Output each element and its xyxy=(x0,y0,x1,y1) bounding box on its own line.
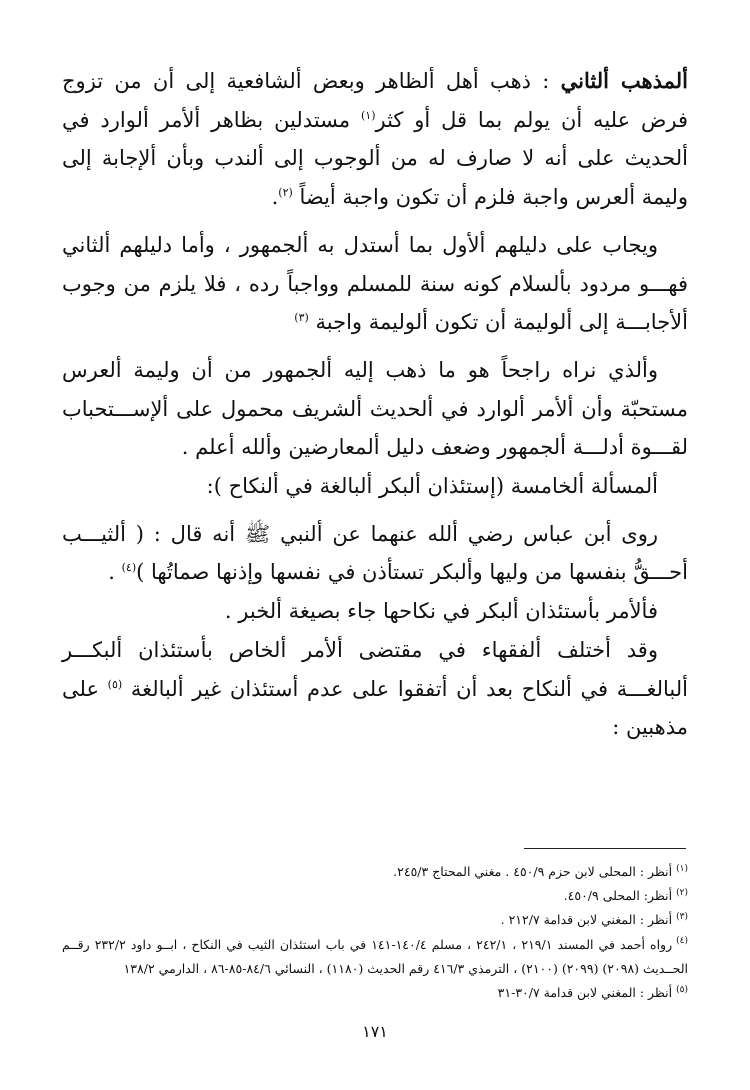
second-school-continuation: مستدلين بظاهر ألأمر ألوارد في ألحديث على أنه لا صارف له من ألوجوب إلى ألندب وبأن ألإجابة إلى وليمة ألعرس واجبة فلزم أن تكون واجبة أيضاً xyxy=(62,107,688,210)
footnote-3 xyxy=(62,908,688,932)
footnote-text: أنظر : المغني لابن قدامة ٣٠/٧-٣١ xyxy=(497,985,673,1001)
footnote-divider xyxy=(524,848,686,849)
hadith-text: روى أبن عباس رضي ألله عنهما عن ألنبي ﷺ أنه قال : ( ألثيـــب أحـــقُّ بنفسها من وليها وألبكر تستأذن في نفسها وإذنها صماتُها ) xyxy=(62,521,688,585)
footnote-number: (٥) xyxy=(676,984,688,995)
reply-text: ويجاب على دليلهم ألأول بما أستدل به ألجمهور ، وأما دليلهم ألثاني فهـــو مردود بألسلام كونه سنة للمسلم وواجباً رده ، فلا يلزم من وجوب ألأجابـــة إلى ألوليمة أن تكون ألوليمة واجبة xyxy=(62,232,688,335)
footnote-number: (١) xyxy=(676,863,688,874)
paragraph-command: فألأمر بأستئذان ألبكر في نكاحها جاء بصيغة ألخبر . xyxy=(224,599,658,624)
footnote-1 xyxy=(62,860,688,884)
footnotes xyxy=(62,860,688,1005)
footnote-4 xyxy=(62,933,688,981)
footnote-number: (٢) xyxy=(676,888,688,899)
issue-five-title: ألمسألة ألخامسة (إستئذان ألبكر ألبالغة في ألنكاح ): xyxy=(206,474,658,499)
second-school-end: . xyxy=(271,185,279,210)
paragraph-second-school xyxy=(62,62,688,217)
second-school-heading: ألمذهب ألثاني xyxy=(560,68,688,93)
footnote-text: رواه أحمد في المسند ٢١٩/١ ، ٢٤٢/١ ، مسلم ١٤٠/٤-١٤١ في باب استئذان الثيب في النكاح ، ابــو داود ٢٣٢/٢ رقــم الحــديث (٢٠٩٨) (٢٠٩٩) (٢١٠٠) ، الترمذي ٤١٦/٣ رقم الحديث (١١٨٠) ، النسائي ٨٤/٦-٨٥-٨٦ ، الدارمي ١٣٨/٢ xyxy=(62,936,688,976)
footnote-text: أنظر: المحلى ٤٥٠/٩. xyxy=(563,888,673,904)
paragraph-reply xyxy=(62,226,688,342)
footnote-ref-4: (٤) xyxy=(121,561,137,575)
footnote-text: أنظر : المغني لابن قدامة ٢١٢/٧ . xyxy=(500,912,673,928)
main-text xyxy=(62,62,688,747)
footnote-5 xyxy=(62,981,688,1005)
hadith-end: . xyxy=(108,560,122,585)
disagreement-text: وقد أختلف ألفقهاء في مقتضى ألأمر ألخاص بأستئذان ألبكـــر ألبالغـــة في ألنكاح بعد أن أتفقوا على عدم أستئذان غير ألبالغة xyxy=(62,637,688,701)
paragraph-preferred-view: وألذي نراه راجحاً هو ما ذهب إليه ألجمهور من أن وليمة ألعرس مستحبّة وأن ألأمر ألوارد في ألحديث ألشريف محمول على ألإســـتحباب لقـــوة أدلـــة ألجمهور وضعف دليل ألمعارضين وألله أعلم . xyxy=(62,357,688,460)
footnote-ref-5: (٥) xyxy=(107,677,123,691)
footnote-text: أنظر : المحلى لابن حزم ٤٥٠/٩ . مغني المحتاج ٢٤٥/٣. xyxy=(393,864,673,879)
page-number: ١٧١ xyxy=(362,1022,388,1041)
footnote-ref-2: (٢) xyxy=(278,186,293,200)
footnote-number: (٤) xyxy=(676,936,688,947)
footnote-2 xyxy=(62,884,688,908)
footnote-number: (٣) xyxy=(676,912,688,923)
paragraph-disagreement xyxy=(62,631,688,747)
disagreement-end: على مذهبين : xyxy=(62,676,688,740)
footnote-ref-1: (١) xyxy=(360,108,376,122)
second-school-text: : ذهب أهل ألظاهر وبعض ألشافعية إلى أن من تزوج فرض عليه أن يولم بما قل أو كثر xyxy=(62,69,688,132)
footnote-ref-3: (٣) xyxy=(294,311,309,325)
paragraph-hadith xyxy=(62,515,688,592)
